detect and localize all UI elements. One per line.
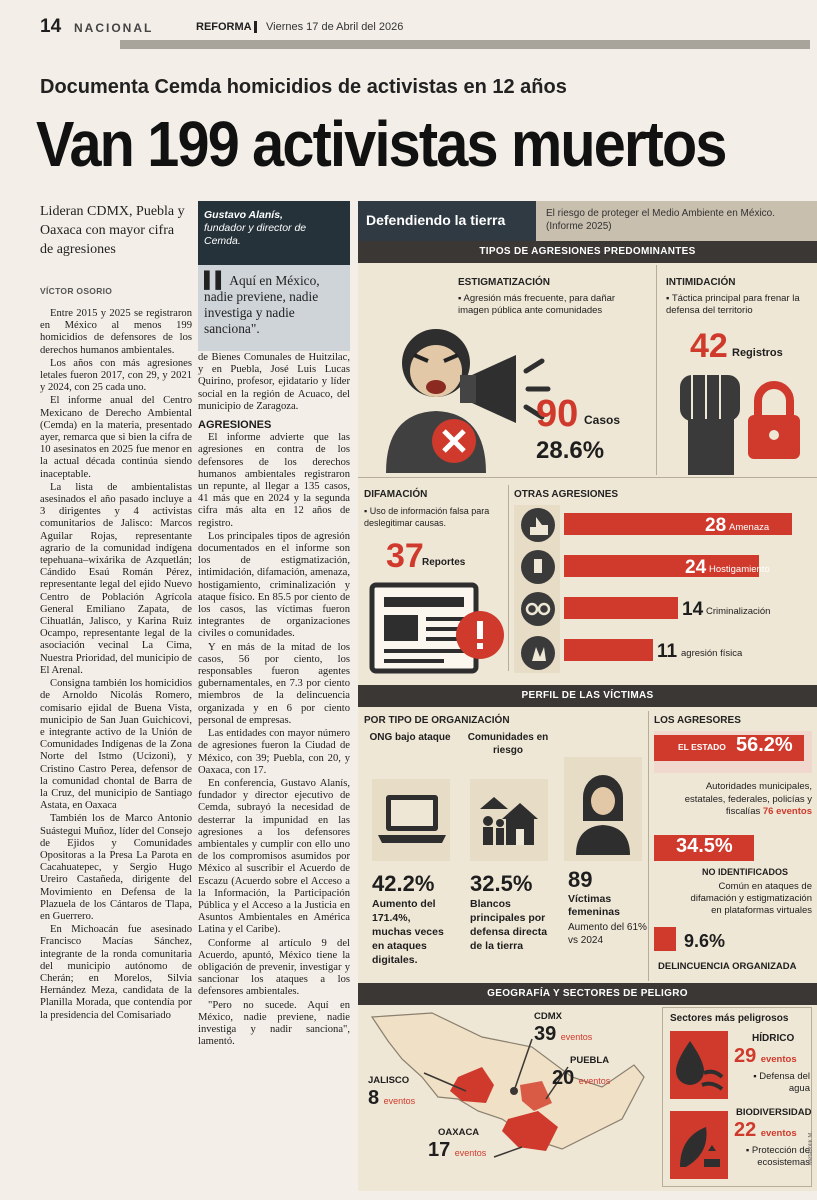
bio-desc: ▪ Protección de ecosistemas [745,1145,810,1168]
hidrico-desc: ▪ Defensa del agua [753,1071,810,1094]
woman-icon [572,771,634,855]
pull-quote [204,273,346,337]
estado-pct: 56.2% [736,734,793,756]
difamacion-value: 37 [386,537,424,575]
paragraph: También los de Marco Antonio Suástegui Muñoz, líder del Consejo de Ejidos y Comunidades Opositoras a la Presa La Parota en Cacahuatepec, y Sergio Hugo Ureiro Castañeda, dirigente del Movimiento en Defensa de la Plazuela de los Cántaros de Tlapa, en Guerrero. [40,813,192,922]
megaphone-person-icon [376,313,556,473]
deck: Lideran CDMX, Puebla y Oaxaca con mayor cifra de agresiones [40,204,185,257]
subhead: AGRESIONES [198,419,272,432]
bar-criminalización [564,597,678,619]
section-band-types: TIPOS DE AGRESIONES PREDOMINANTES [358,241,817,263]
puebla-label: PUEBLA [570,1055,610,1066]
delincuencia-pct: 9.6% [684,931,726,951]
fist-lock-icon [658,365,808,475]
laptop-icon [376,791,448,849]
agresores-label: LOS AGRESORES [654,715,741,726]
hidrico-label: HÍDRICO [752,1033,795,1044]
sectores-label: Sectores más peligrosos [670,1013,789,1024]
noid-desc: Común en ataques de difamación y estigmatización en plataformas virtuales [690,881,812,916]
victims-desc: Aumento del 61% vs 2024 [568,922,647,946]
estigmatizacion-label: ESTIGMATIZACIÓN [458,277,551,288]
infographic-title-bar [358,201,817,241]
category-icons [516,505,560,675]
section-band-geography: GEOGRAFÍA Y SECTORES DE PELIGRO [358,983,817,1005]
ong-pct: 42.2% [372,871,435,896]
infographic-subtitle: El riesgo de proteger el Medio Ambiente en México. (Informe 2025) [546,208,776,232]
publication-name: REFORMA [196,21,252,33]
divider [508,485,509,671]
bio-label: BIODIVERSIDAD [736,1107,812,1118]
jalisco-count: 8 eventos [368,1087,416,1109]
paragraph: de Bienes Comunales de Huitzilac, y en Puebla, José Luis Lucas Quirino, profesor, ejidatario y líder social en la región de Acuaco, del municipio de Zaragoza. [198,352,350,412]
bar-label: agresión física [681,648,743,659]
otras-label: OTRAS AGRESIONES [514,489,619,500]
infographic-title: Defendiendo la tierra [366,212,506,228]
estigmatizacion-unit: Casos [584,413,621,427]
paragraph: La lista de ambientalistas asesinados el año pasado incluye a 3 dirigentes y 4 activistas comunitarios de Jalisco: Marcos Aguilar Rojas, representante agrario de la comunidad indígena tepehuana–wixárika de Azquetlán; Cándido Esaú Román Pérez, representante legal del ejido Nuevo Centro de Población Agrícola General Emiliano Zapata, de Cihuatlán, Jalisco, y Karina Ruiz Ocampo, representante legal de la asociación vecinal La Cima, Nuestra Prioridad, del municipio de El Arenal. [40,481,192,676]
paragraph: Consigna también los homicidios de Arnoldo Nicolás Romero, comisario ejidal de Buena Vista, municipio de San Juan Guichicovi, e integrante activo de la Unión de Comunidades Indígenas de la Zona Norte del Istmo (Ucizoni), y Cristino Castro Perea, defensor de la comunidad chontal de Barra de la Cruz, del municipio de Santiago Astata, en Oaxaca [40,678,192,812]
pull-quote-box [198,201,350,351]
bio-count: 22 eventos [734,1119,797,1141]
bar-value: 28 [705,515,727,536]
intimidacion-value: 42 [690,327,728,365]
page-number: 14 [40,16,62,37]
paragraph: En conferencia, Gustavo Alanís, fundador y director ejecutivo de Cemda, subrayó la necesidad de desterrar la impunidad en las agresiones a los defensores ambientales y cumplir con ello uno de los compromisos asumidos por México al suscribir el Acuerdo de Escazu (Acuerdo sobre el Acceso a la Información, la Participación Pública y el Acceso a la Justicia en Asuntos Ambientales en América Latina y el Caribe). [198,777,350,936]
jalisco-label: JALISCO [368,1075,410,1086]
estado-desc: Autoridades municipales, estatales, federales, policías y fiscalías 76 eventos [684,781,812,817]
byline: VÍCTOR OSORIO [40,286,113,296]
difamacion-desc: ▪ Uso de información falsa para deslegitimar causas. [364,506,490,528]
quote-attribution [198,201,350,265]
bar-label: Hostigamiento [709,564,770,575]
ong-title: ONG bajo ataque [369,732,451,743]
oaxaca-label: OAXACA [438,1127,480,1138]
paragraph: Los años con más agresiones letales fueron 2017, con 29, y 2021 y 2024, con 25 cada uno. [40,357,192,394]
comunidades-title: Comunidades en riesgo [467,732,549,756]
divider [648,711,649,981]
victims-value: 89 [568,867,593,892]
otras-agresiones-chart [564,505,814,677]
paragraph: El informe advierte que las agresiones en contra de los defensores de los derechos humanos ambientales registraron un repunte, al llegar a 135 casos, 41 más que en 2024 y la segunda cifra más alta en 12 años de registro. [198,432,350,529]
intimidacion-unit: Registros [732,347,783,359]
oaxaca-count: 17 eventos [428,1139,487,1161]
hidrico-count: 29 eventos [734,1045,797,1067]
comunidades-pct: 32.5% [470,871,533,896]
estigmatizacion-value: 90 [536,393,579,435]
article-column-2 [198,352,350,1188]
divider [358,477,817,478]
paragraph: Y en más de la mitad de los casos, 56 por ciento, los responsables fueron agentes gubernamentales, en 7.3 por ciento miembros de la delincuencia organizada y en 6 por ciento personal de empresas. [198,641,350,726]
credit: Metabolik M. [808,1131,814,1166]
bar-value: 11 [657,641,678,662]
issue-date: Viernes 17 de Abril del 2026 [266,21,404,33]
puebla-count: 20 eventos [552,1067,611,1089]
community-house-icon [474,791,546,851]
delincuencia-label: DELINCUENCIA ORGANIZADA [658,961,797,972]
bar-value: 24 [685,557,707,578]
headline: Van 199 activistas muertos [36,108,726,180]
paragraph: El informe anual del Centro Mexicano de Derecho Ambiental (Cemda) en la materia, presentado ayer, remarca que si bien la cifra de 10 asesinatos en 2025 fue menor en la actual década continúa siendo inaceptable. [40,395,192,480]
quote-mark-icon: ▌▌ [204,272,227,289]
bar-label: Amenaza [729,522,770,533]
bar-value: 14 [682,599,704,620]
bar-agresión-física [564,639,653,661]
delincuencia-bar [654,927,676,951]
estado-label: EL ESTADO [678,742,726,752]
section-name: NACIONAL [74,21,154,35]
paragraph: "Pero no sucede. Aquí en México, nadie previene, nadie investiga y nadir sanciona", lamentó. [198,999,350,1048]
kicker: Documenta Cemda homicidios de activistas en 12 años [40,76,567,98]
water-drop-icon [674,1037,724,1093]
estigmatizacion-pct: 28.6% [536,437,605,464]
org-type-label: POR TIPO DE ORGANIZACIÓN [364,715,510,726]
estigmatizacion-desc: ▪ Agresión más frecuente, para dañar imagen pública ante comunidades [458,293,616,316]
paragraph: Los principales tipos de agresión documentados en el informe son los de estigmatización, intimidación, difamación, amenaza, hostigamiento, criminalización y ataque físico. En 85.5 por ciento de los casos, las víctimas fueron integrantes de organizaciones civiles o comunidades. [198,530,350,640]
divider [656,265,657,475]
difamacion-label: DIFAMACIÓN [364,489,428,500]
paragraph: En Michoacán fue asesinado Francisco Macías Sánchez, integrante de la ronda comunitaria del municipio autónomo de Cherán; en Morelos, Silvia Hernández Meza, candidata de la Planilla Morada, que contendía por la presidencia del Comisariado [40,924,192,1021]
infographic [358,201,817,1191]
difamacion-unit: Reportes [422,557,466,568]
header-rule [120,40,810,49]
paragraph: Las entidades con mayor número de agresiones fueron la Ciudad de México, con 39; Puebla, con 20, y Oaxaca, con 17. [198,728,350,776]
intimidacion-label: INTIMIDACIÓN [666,277,736,288]
ong-desc: Aumento del 171.4%, muchas veces en ataques digitales. [372,898,444,966]
intimidacion-desc: ▪ Táctica principal para frenar la defensa del territorio [666,293,800,316]
quote-text: Aquí en México, nadie previene, nadie investiga y nadie sanciona". [204,273,320,336]
quote-name: Gustavo Alanís, [204,209,283,221]
bar-label: Criminalización [706,606,771,617]
leaf-animal-icon [674,1117,724,1173]
page-header [40,14,810,50]
noid-label: NO IDENTIFICADOS [702,867,789,877]
header-divider [254,21,257,33]
cdmx-label: CDMX [534,1011,562,1022]
victims-title: Víctimas femeninas [568,893,620,918]
noid-pct: 34.5% [676,835,733,857]
newspaper-alert-icon [368,579,508,679]
paragraph: Conforme al artículo 9 del Acuerdo, apuntó, México tiene la obligación de prevenir, investigar y sancionar los ataques a los defensores ambientales. [198,937,350,998]
comunidades-desc: Blancos principales por defensa directa de la tierra [470,898,548,952]
section-band-victims: PERFIL DE LAS VÍCTIMAS [358,685,817,707]
quote-role: fundador y director de Cemda. [204,222,307,247]
paragraph: Entre 2015 y 2025 se registraron en México al menos 199 homicidios de defensores de los derechos humanos ambientales. [40,308,192,356]
article-column-1 [40,308,192,1188]
cdmx-count: 39 eventos [534,1023,593,1045]
